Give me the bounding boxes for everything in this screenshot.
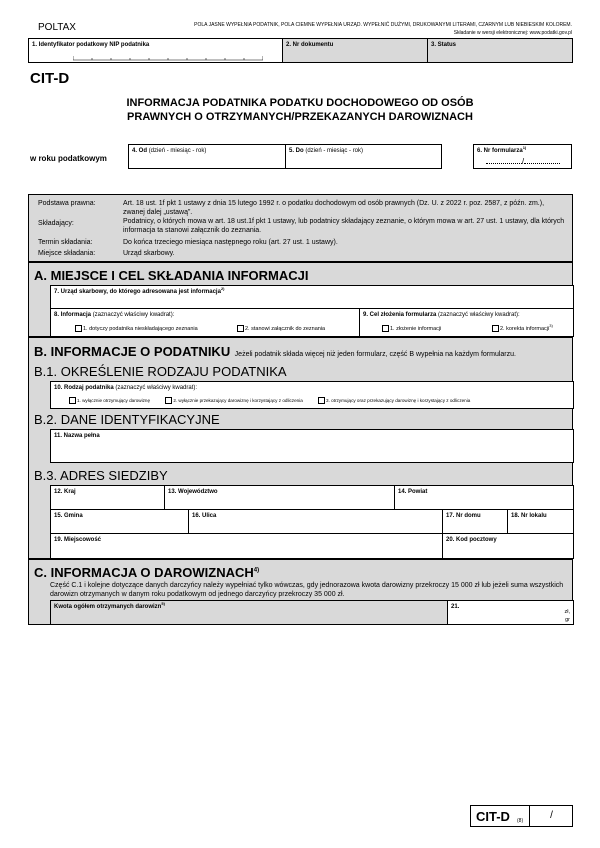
field-doc-number: [282, 38, 428, 63]
field-municipality-label: 15. Gmina: [54, 513, 83, 519]
field-filing-purpose[interactable]: [359, 308, 574, 337]
field-house-number-label: 17. Nr domu: [446, 513, 481, 519]
form-code: CIT-D: [30, 70, 70, 87]
section-a: [28, 262, 573, 337]
section-c: [28, 559, 573, 625]
field-date-from-label: 4. Od (dzień - miesiąc - rok): [132, 148, 207, 154]
section-b3-title: B.3. ADRES SIEDZIBY: [34, 468, 168, 483]
form-title-line2: PRAWNYCH O OTRZYMANYCH/PRZEKAZANYCH DAROWIZNACH: [127, 111, 473, 123]
brand: POLTAX: [38, 22, 76, 33]
currency-zl: zł,: [564, 609, 570, 615]
purpose-option-2[interactable]: 2. korekta informacji$^{3)}$: [492, 325, 553, 333]
field-form-number-label: 6. Nr formularza$^{1)}$: [477, 145, 527, 154]
field-tax-office[interactable]: [50, 285, 574, 309]
basis-text: Art. 18 ust. 1f pkt 1 ustawy z dnia 15 lutego 1992 r. o podatku dochodowym od osób prawnych (Dz. U. z 2022 r. poz. 2587, z późn. zm.), zwanej dalej „ustawą”.: [123, 200, 545, 216]
deadline-label: Termin składania:: [38, 239, 93, 246]
checkbox-icon[interactable]: [237, 325, 244, 332]
field-apartment-number-label: 18. Nr lokalu: [511, 513, 547, 519]
nip-tick-line: [73, 56, 263, 61]
field-form-number[interactable]: [473, 144, 572, 169]
section-a-title: A. MIEJSCE I CEL SKŁADANIA INFORMACJI: [34, 268, 309, 283]
total-donations-label: Kwota ogółem otrzymanych darowizn$^{5)}$: [54, 601, 165, 610]
place-text: Urząd skarbowy.: [123, 250, 175, 257]
field-house-number[interactable]: [442, 509, 508, 534]
field-city[interactable]: [50, 533, 443, 559]
filer-text: Podatnicy, o których mowa w art. 18 ust.1f pkt 1 ustawy, lub podatnicy składający zeznanie, o którym mowa w art. 27 ust. 1 ustawy, dla których informacja ta stanowi załącznik do zeznania.: [123, 218, 565, 234]
field-postal-code[interactable]: [442, 533, 574, 559]
deadline-text: Do końca trzeciego miesiąca następnego roku (art. 27 ust. 1 ustawy).: [123, 239, 338, 246]
section-c-text: Część C.1 i kolejne dotyczące danych darczyńcy należy wypełniać tylko wówczas, gdy jednorazowa kwota darowizny przekroczy 15 000 zł lub jeżeli suma wszystkich darowizn otrzymanych w danym roku podatkowym od jednego darczyńcy przekroczy 35 000 zł.: [50, 582, 564, 598]
field-filing-purpose-label: 9. Cel złożenia formularza (zaznaczyć właściwy kwadrat):: [363, 312, 520, 318]
taxpayer-option-1[interactable]: 1. wyłącznie otrzymujący darowiznę: [69, 398, 150, 403]
field-full-name[interactable]: [50, 429, 574, 463]
field-country[interactable]: [50, 485, 165, 510]
field-taxpayer-type-label: 10. Rodzaj podatnika (zaznaczyć właściwy kwadrat):: [54, 385, 198, 391]
field-postal-code-label: 20. Kod pocztowy: [446, 537, 497, 543]
field-doc-number-label: 2. Nr dokumentu: [286, 42, 334, 48]
field-full-name-label: 11. Nazwa pełna: [54, 433, 100, 439]
checkbox-icon[interactable]: [318, 397, 325, 404]
form-title-line1: INFORMACJA PODATNIKA PODATKU DOCHODOWEGO OD OSÓB: [126, 97, 474, 109]
field-voivodeship-label: 13. Województwo: [168, 489, 218, 495]
field-county[interactable]: [394, 485, 574, 510]
field-municipality[interactable]: [50, 509, 189, 534]
footer-code: CIT-D: [476, 809, 510, 824]
legal-basis-block: [28, 194, 573, 262]
place-label: Miejsce składania:: [38, 250, 96, 257]
checkbox-icon[interactable]: [69, 397, 76, 404]
taxpayer-option-2[interactable]: 2. wyłącznie przekazujący darowiznę i korzystający z odliczenia: [165, 398, 302, 403]
basis-label: Podstawa prawna:: [38, 200, 96, 207]
checkbox-icon[interactable]: [492, 325, 499, 332]
field-information-type-label: 8. Informacja (zaznaczyć właściwy kwadrat):: [54, 312, 175, 318]
field-country-label: 12. Kraj: [54, 489, 76, 495]
form-number-slots: /: [480, 157, 566, 167]
section-b-note: Jeżeli podatnik składa więcej niż jeden formularz, część B wypełnia na każdym formularzu.: [234, 351, 516, 358]
field-date-to[interactable]: [285, 144, 442, 169]
fill-instruction: POLA JASNE WYPEŁNIA PODATNIK, POLA CIEMNE WYPEŁNIA URZĄD. WYPEŁNIĆ DUŻYMI, DRUKOWANYMI LITERAMI, CZARNYM LUB NIEBIESKIM KOLOREM.: [194, 22, 572, 28]
electronic-filing-note: Składanie w wersji elektronicznej: www.podatki.gov.pl: [453, 30, 572, 36]
section-c-title: C. INFORMACJA O DAROWIZNACH$^{4)}$: [34, 565, 260, 580]
info-option-2[interactable]: 2. stanowi załącznik do zeznania: [237, 325, 325, 333]
currency-gr: gr: [565, 617, 570, 623]
field-street[interactable]: [188, 509, 443, 534]
field-city-label: 19. Miejscowość: [54, 537, 102, 543]
section-b2-title: B.2. DANE IDENTYFIKACYJNE: [34, 412, 220, 427]
field-street-label: 16. Ulica: [192, 513, 217, 519]
checkbox-icon[interactable]: [165, 397, 172, 404]
field-status: [427, 38, 573, 63]
footer-version: (8): [517, 818, 524, 824]
taxpayer-type-options: [69, 397, 470, 404]
info-option-1[interactable]: 1. dotyczy podatnika nieskładającego zeznania: [75, 325, 198, 333]
field-voivodeship[interactable]: [164, 485, 395, 510]
section-b-header: [34, 343, 569, 361]
field-tax-office-label: 7. Urząd skarbowy, do którego adresowana jest informacja$^{2)}$: [54, 286, 225, 295]
field-total-donations-label: 21.: [451, 604, 460, 610]
field-apartment-number[interactable]: [507, 509, 574, 534]
section-b: [28, 337, 573, 559]
purpose-option-1[interactable]: 1. złożenie informacji: [382, 325, 441, 333]
footer-page-box: /: [529, 806, 573, 826]
field-taxpayer-type[interactable]: [50, 381, 574, 409]
taxpayer-option-3[interactable]: 3. otrzymujący oraz przekazujący darowiznę i korzystający z odliczenia: [318, 398, 470, 403]
field-county-label: 14. Powiat: [398, 489, 428, 495]
filer-label: Składający:: [38, 220, 74, 227]
footer-form-code: [470, 805, 573, 827]
field-nip[interactable]: [28, 38, 283, 63]
field-nip-label: 1. Identyfikator podatkowy NIP podatnika: [32, 42, 150, 48]
field-date-to-label: 5. Do (dzień - miesiąc - rok): [289, 148, 364, 154]
total-donations-label-cell: [50, 600, 448, 625]
checkbox-icon[interactable]: [75, 325, 82, 332]
section-b1-title: B.1. OKREŚLENIE RODZAJU PODATNIKA: [34, 364, 287, 379]
tax-year-label: w roku podatkowym: [30, 154, 107, 163]
field-information-type[interactable]: [50, 308, 360, 337]
field-date-from[interactable]: [128, 144, 286, 169]
checkbox-icon[interactable]: [382, 325, 389, 332]
field-status-label: 3. Status: [431, 42, 457, 48]
field-total-donations[interactable]: [447, 600, 574, 625]
section-b-title: B. INFORMACJE O PODATNIKU: [34, 344, 231, 359]
